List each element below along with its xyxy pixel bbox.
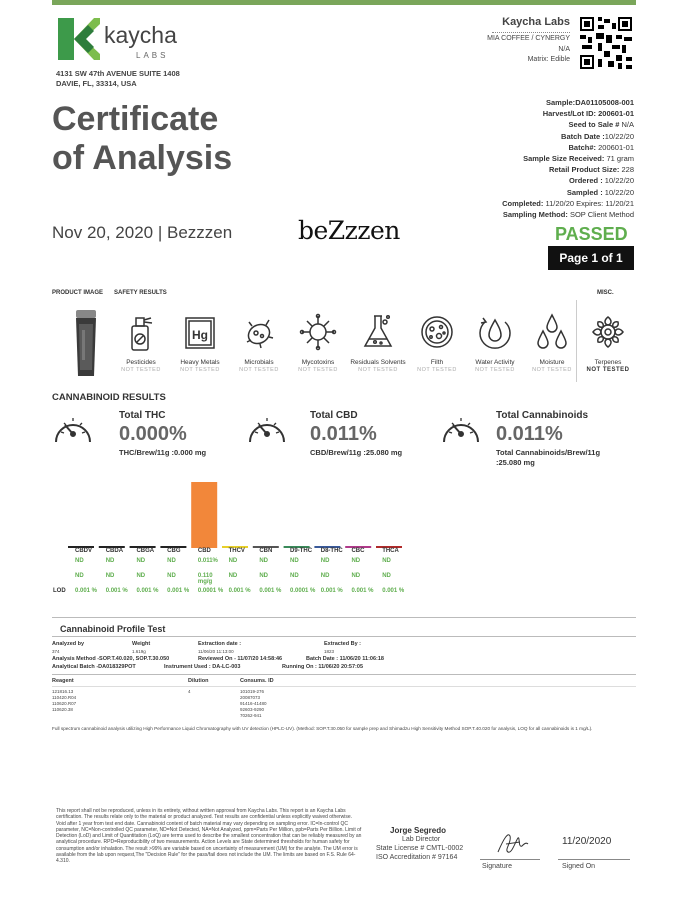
product-image [74, 310, 98, 378]
cannabinoid-percent: ND [167, 558, 176, 564]
residual-solvents-icon [358, 312, 398, 352]
gauge-total-cbd [246, 408, 436, 463]
cannabinoid-name: D9-THC [290, 548, 313, 554]
reagent-table [52, 678, 636, 728]
logo-sub: LABS [136, 51, 169, 60]
ordered-row: Ordered : 10/22/20 [568, 176, 634, 186]
cannabinoid-lod: 0.001 % [382, 588, 405, 594]
cannabinoid-table [52, 548, 412, 594]
cannabinoid-mg: ND [259, 573, 268, 579]
reagent-header: Reagent [52, 678, 74, 684]
cannabinoid-mg: ND [75, 573, 84, 579]
extracted-by-value: 1823 [324, 649, 335, 654]
cannabinoid-percent: 0.011% [197, 558, 218, 564]
profile-batch-date: Batch Date : 11/06/20 11:06:18 [306, 656, 384, 662]
state-license: State License # CMTL-0002 [376, 845, 464, 852]
cannabinoid-mg: ND [382, 573, 391, 579]
svg-text:Hg: Hg [192, 328, 208, 342]
cannabinoid-mg: ND [320, 573, 330, 579]
extraction-label: Extraction date : [198, 641, 242, 647]
cannabinoid-name: CBC [351, 548, 365, 554]
cannabinoid-name: CBD [197, 548, 211, 554]
gauge-sub: CBD/Brew/11g :25.080 mg [310, 448, 403, 457]
reagent-item: 121816.13 [52, 689, 74, 694]
page-indicator: Page 1 of 1 [548, 246, 634, 270]
cannabinoid-mg-row [52, 573, 412, 588]
completed-row: Completed: 11/20/20 Expires: 11/20/21 [502, 198, 634, 208]
seed-row: Seed to Sale # N/A [568, 120, 634, 130]
consums-list [240, 689, 267, 719]
safety-item-residual-solvents: Residuals Solvents NOT TESTED [348, 312, 408, 374]
cannabinoid-lod: 0.001 % [136, 588, 159, 594]
cannabinoid-name: CBDV [75, 548, 93, 554]
signed-on-line [558, 859, 630, 860]
title-line-1: Certificate [52, 100, 219, 138]
lab-address [56, 69, 180, 89]
gauge-sub: Total Cannabinoids/Brew/11g :25.080 mg [496, 448, 601, 467]
microbials-icon [239, 312, 279, 352]
batch-row: Batch#: 200601-01 [568, 142, 634, 152]
cannabinoid-mg: ND [290, 573, 299, 579]
misc-item-terpenes: Terpenes NOT TESTED [580, 312, 636, 374]
logo-name: kaycha [104, 22, 177, 48]
weight-value: 1.619g [132, 649, 146, 654]
extracted-by-label: Extracted By : [324, 641, 361, 647]
cannabinoid-lod: 0.001 % [351, 588, 374, 594]
safety-item-moisture: Moisture NOT TESTED [524, 312, 580, 374]
harvest-row: Harvest/Lot ID: 200601-01 [542, 109, 634, 119]
safety-item-heavy-metals: Hg Heavy Metals NOT TESTED [170, 312, 230, 374]
cannabinoid-name: CBN [259, 548, 273, 554]
cannabinoid-name: CBG [167, 548, 181, 554]
bar-cbd [191, 482, 217, 546]
sample-row: Sample:DA01105008-001 [546, 98, 634, 107]
cannabinoid-lod: 0.001 % [167, 588, 190, 594]
cannabinoid-percent: ND [351, 558, 361, 564]
cannabinoid-percent: ND [105, 558, 115, 564]
signature-line [480, 859, 540, 860]
misc-divider [576, 300, 577, 382]
signer-name: Jorge Segredo [390, 826, 447, 835]
safety-icons-row [112, 312, 580, 374]
consums-item: 92603-9290 [240, 707, 265, 712]
filth-icon [417, 312, 457, 352]
consums-header: Consums. ID [240, 678, 274, 684]
cannabinoid-percent: ND [259, 558, 268, 564]
reagent-item: 110620.38 [52, 707, 73, 712]
signature-label: Signature [482, 863, 512, 870]
analytical-batch: Analytical Batch -DA018329POT [52, 664, 136, 670]
product-image-heading: PRODUCT IMAGE [52, 290, 103, 296]
safety-item-pesticides: Pesticides NOT TESTED [112, 312, 170, 374]
terpenes-icon [588, 312, 628, 352]
profile-title-divider [52, 636, 636, 637]
reviewed-on: Reviewed On - 11/07/20 14:58:46 [198, 656, 283, 662]
batch-date-row: Batch Date :10/22/20 [561, 131, 634, 141]
heavy-metals-icon [180, 312, 220, 352]
consums-item: 101019-276 [240, 689, 265, 694]
gauge-sub: THC/Brew/11g :0.000 mg [119, 448, 207, 457]
cannabinoid-mg: ND [136, 573, 146, 579]
dilution-header: Dilution [188, 678, 209, 684]
signer-block [376, 826, 476, 862]
gauge-value: 0.011% [496, 423, 563, 445]
cannabinoid-name: CBGA [136, 548, 155, 554]
retail-size-row: Retail Product Size: 228 [548, 165, 634, 175]
kaycha-logo-mark-icon [56, 16, 100, 62]
gauge-title: Total CBD [310, 410, 358, 421]
safety-item-mycotoxins: Mycotoxins NOT TESTED [288, 312, 348, 374]
cannabinoid-results-heading: CANNABINOID RESULTS [52, 392, 166, 403]
cannabinoid-lod: 0.001 % [259, 588, 282, 594]
safety-item-water-activity: Water Activity NOT TESTED [466, 312, 524, 374]
signature-image [494, 828, 530, 858]
consums-item: 91416-41480 [240, 701, 267, 706]
signed-on-label: Signed On [562, 863, 596, 870]
lab-info-right [440, 15, 570, 66]
brand-logo: beZzzen [298, 216, 400, 245]
address-line-2: DAVIE, FL, 33314, USA [56, 79, 137, 88]
gauge-icon [246, 412, 288, 446]
reagent-item: 110420.R04 [52, 695, 77, 700]
cannabinoid-percent-row [52, 558, 412, 573]
consums-item: 70262-941 [240, 713, 262, 718]
cannabinoid-name: D8-THC [320, 548, 343, 554]
pesticides-icon [121, 312, 161, 352]
address-line-1: 4131 SW 47th AVENUE SUITE 1408 [56, 69, 180, 78]
gauge-icon [440, 412, 482, 446]
cannabinoid-name: THCV [228, 548, 245, 554]
cannabinoid-mg: 0.110 mg/g [197, 573, 213, 585]
cannabinoid-header-row [52, 548, 412, 554]
cannabinoid-lod: 0.0001 % [290, 588, 316, 594]
gauge-total-cannabinoids [440, 408, 640, 468]
consums-item: 20087073 [240, 695, 261, 700]
gauge-total-thc [52, 408, 242, 463]
kaycha-logo [56, 16, 196, 64]
weight-label: Weight [132, 641, 151, 647]
cannabinoid-lod: 0.001 % [75, 588, 98, 594]
product-matrix: Matrix: Edible [527, 56, 570, 63]
cannabinoid-lod-row [52, 588, 412, 594]
cannabinoid-mg: ND [167, 573, 176, 579]
running-on: Running On : 11/06/20 20:57:05 [282, 664, 364, 670]
cannabinoid-lod: 0.001 % [105, 588, 128, 594]
qr-code [578, 15, 634, 71]
profile-divider [52, 617, 636, 618]
gauge-title: Total THC [119, 410, 166, 421]
status-badge: PASSED [555, 224, 628, 244]
top-accent-bar [52, 0, 636, 5]
title-line-2: of Analysis [52, 139, 233, 177]
lod-label: LOD [53, 588, 66, 594]
cannabinoid-mg: ND [105, 573, 115, 579]
profile-details [52, 641, 636, 681]
instrument-used: Instrument Used : DA-LC-003 [164, 664, 241, 670]
signed-date: 11/20/2020 [562, 836, 612, 847]
method-note: Full spectrum cannabinoid analysis utilizing High Performance Liquid Chromatography with UV detection (HPLC-UV). (Method: SOP.T.30.050 for sample prep and Shimadzu High Sensitivity Method SOP.T.40.020 for analysis, LOQ for all cannabinoids is 1 mg/L). [52, 726, 593, 731]
cannabinoid-bar-chart [68, 478, 408, 556]
cannabinoid-percent: ND [75, 558, 84, 564]
reagent-list [52, 689, 76, 713]
dilution-value: 4 [188, 689, 191, 694]
sample-metadata [430, 97, 634, 220]
analyzed-by-value: 374 [52, 649, 60, 654]
safety-item-filth: Filth NOT TESTED [408, 312, 466, 374]
signer-title: Lab Director [402, 836, 441, 843]
gauge-value: 0.011% [310, 423, 377, 445]
product-na: N/A [558, 45, 570, 53]
reagent-item: 110620.R07 [52, 701, 77, 706]
footer-disclaimer: This report shall not be reproduced, unless in its entirety, without written approval from Kaycha Labs. This report is an Kaycha Labs certification. The results relate only to the material or product analyzed. Test results are confidential unless explicitly waived otherwise. Void after 1 year from test end date. Cannabinoid content of batch material may vary depending on sampling error. IC=In-control QC parameter, NC=Non-controlled QC parameter, ND=Not Detected, NA=Not Analyzed, ppm=Parts Per Million, ppb=Parts Per Billion. Limit of Detection (LoD) and Limit of Quantitation (LoQ) are terms used to describe the smallest concentration that can be reliably measured by an analytical procedure. RPD=Reproducibility of two measurements. Action Levels are State determined thresholds for human safety for consumption and/or inhalation. The result >99% are variable based on uncertainty of measurement (UM) for the analyte. The UM error is available from the lab upon request,The "Decision Rule" for the pass/fail does not include the UM. The limits are based on F.S. Rule 64-4.310. [56, 808, 362, 865]
iso-accreditation: ISO Accreditation # 97164 [376, 854, 458, 861]
cannabinoid-name: CBDA [105, 548, 124, 554]
safety-item-microbials: Microbials NOT TESTED [230, 312, 288, 374]
cannabinoid-percent: ND [320, 558, 330, 564]
reagent-divider [52, 674, 636, 675]
misc-heading: MISC. [597, 290, 614, 296]
cannabinoid-lod: 0.0001 % [197, 588, 224, 594]
page-title [52, 100, 232, 178]
mycotoxins-icon [298, 312, 338, 352]
cannabinoid-name: THCA [382, 548, 399, 554]
extraction-value: 11/06/20 11:13:00 [198, 649, 234, 654]
lab-name: Kaycha Labs [502, 16, 570, 28]
report-date-line: Nov 20, 2020 | Bezzzen [52, 223, 233, 242]
cannabinoid-lod: 0.001 % [320, 588, 343, 594]
cannabinoid-mg: ND [228, 573, 238, 579]
cannabinoid-percent: ND [290, 558, 299, 564]
water-activity-icon [475, 312, 515, 352]
safety-results-heading: SAFETY RESULTS [114, 290, 167, 296]
cannabinoid-mg: ND [351, 573, 361, 579]
moisture-icon [532, 312, 572, 352]
sampled-row: Sampled : 10/22/20 [566, 187, 634, 197]
profile-title: Cannabinoid Profile Test [60, 624, 166, 634]
product-name: MIA COFFEE / CYNERGY [487, 35, 570, 42]
sampling-method-row: Sampling Method: SOP Client Method [502, 210, 634, 220]
dotted-divider [492, 32, 570, 33]
cannabinoid-percent: ND [228, 558, 238, 564]
analyzed-by-label: Analyzed by [52, 641, 85, 647]
sample-size-row: Sample Size Received: 71 gram [523, 154, 634, 164]
gauge-value: 0.000% [119, 423, 187, 445]
gauge-icon [52, 412, 94, 446]
cannabinoid-lod: 0.001 % [228, 588, 251, 594]
cannabinoid-percent: ND [382, 558, 391, 564]
gauge-title: Total Cannabinoids [496, 410, 589, 421]
analysis-method: Analysis Method -SOP.T.40.020, SOP.T.30.050 [52, 656, 170, 662]
cannabinoid-percent: ND [136, 558, 146, 564]
